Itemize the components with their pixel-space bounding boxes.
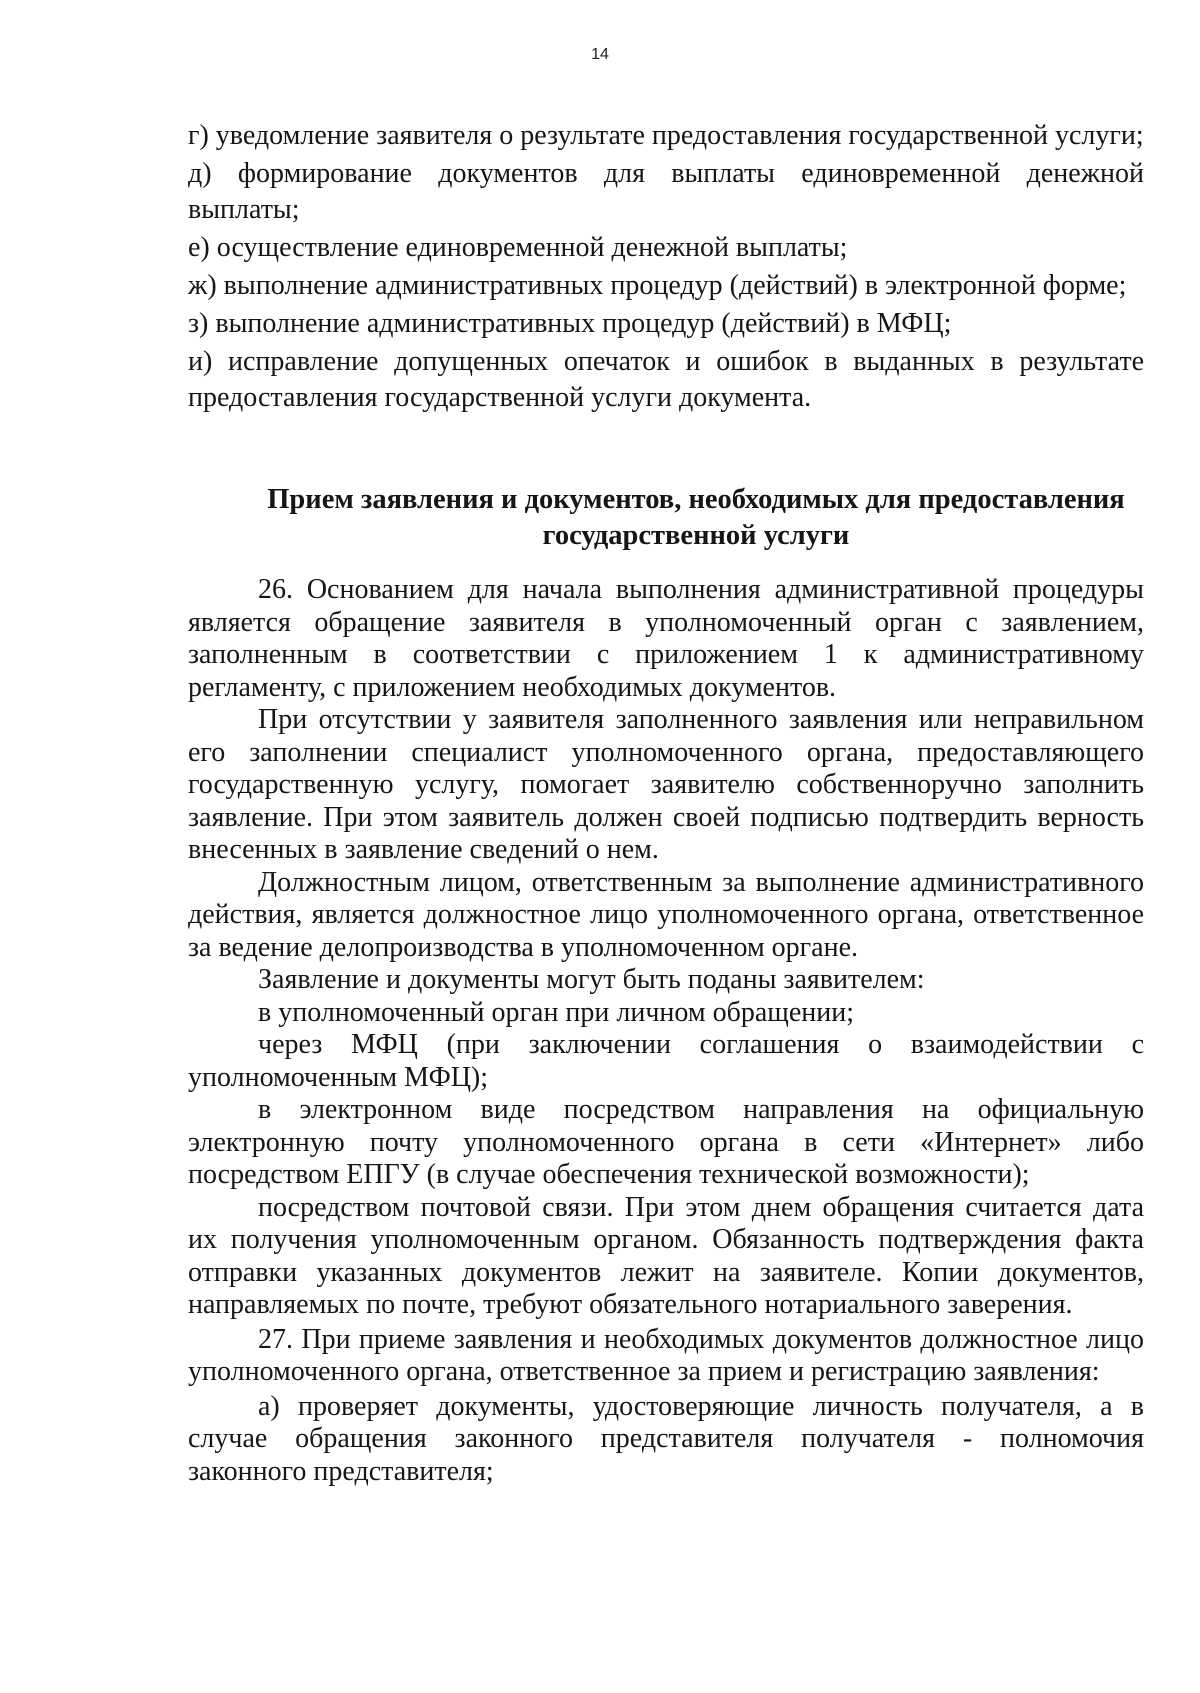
section-heading xyxy=(188,482,1144,554)
list-item: е) осуществление единовременной денежной выплаты; xyxy=(188,232,848,263)
paragraph: 26. Основанием для начала выполнения административной процедуры является обращение заявителя в уполномоченный орган с заявлением, заполненным в соответствии с приложением 1 к административному регламенту, с приложением необходимых документов. xyxy=(188,574,1144,703)
paragraph: а) проверяет документы, удостоверяющие личность получателя, а в случае обращения законного представителя получателя - полномочия законного представителя; xyxy=(188,1390,1144,1487)
list-item: з) выполнение административных процедур (действий) в МФЦ; xyxy=(188,308,952,339)
list-item: ж) выполнение административных процедур (действий) в электронной форме; xyxy=(188,270,1127,301)
list-item: г) уведомление заявителя о результате предоставления государственной услуги; xyxy=(188,120,1144,151)
list-item: д) формирование документов для выплаты единовременной денежной выплаты; xyxy=(188,158,1144,225)
list-item: и) исправление допущенных опечаток и ошибок в выданных в результате предоставления государственной услуги документа. xyxy=(188,346,1144,413)
paragraph: в уполномоченный орган при личном обращении; xyxy=(258,996,854,1028)
section-heading-line-1: Прием заявления и документов, необходимых для предоставления xyxy=(267,484,1125,515)
procedure-list xyxy=(188,118,1144,416)
page-number: 14 xyxy=(591,46,609,63)
paragraph: через МФЦ (при заключении соглашения о взаимодействии с уполномоченным МФЦ); xyxy=(188,1029,1144,1093)
paragraph: посредством почтовой связи. При этом днем обращения считается дата их получения уполномоченным органом. Обязанность подтверждения факта отправки указанных документов лежит на заявителе. Копии документов, направляемых по почте, требуют обязательного нотариального заверения. xyxy=(188,1191,1144,1320)
paragraph: 27. При приеме заявления и необходимых документов должностное лицо уполномоченного органа, ответственное за прием и регистрацию заявления: xyxy=(188,1323,1144,1387)
paragraph: При отсутствии у заявителя заполненного заявления или неправильном его заполнении специалист уполномоченного органа, предоставляющего государственную услугу, помогает заявителю собственноручно заполнить заявление. При этом заявитель должен своей подписью подтвердить верность внесенных в заявление сведений о нем. xyxy=(188,704,1144,865)
section-heading-line-2: государственной услуги xyxy=(542,520,850,551)
paragraph: Заявление и документы могут быть поданы заявителем: xyxy=(258,964,925,995)
document-body xyxy=(188,118,1144,1488)
section-paragraphs xyxy=(188,574,1144,1488)
paragraph: Должностным лицом, ответственным за выполнение административного действия, является должностное лицо уполномоченного органа, ответственное за ведение делопроизводства в уполномоченном органе. xyxy=(188,866,1144,963)
paragraph: в электронном виде посредством направления на официальную электронную почту уполномоченного органа в сети «Интернет» либо посредством ЕПГУ (в случае обеспечения технической возможности); xyxy=(188,1094,1144,1190)
